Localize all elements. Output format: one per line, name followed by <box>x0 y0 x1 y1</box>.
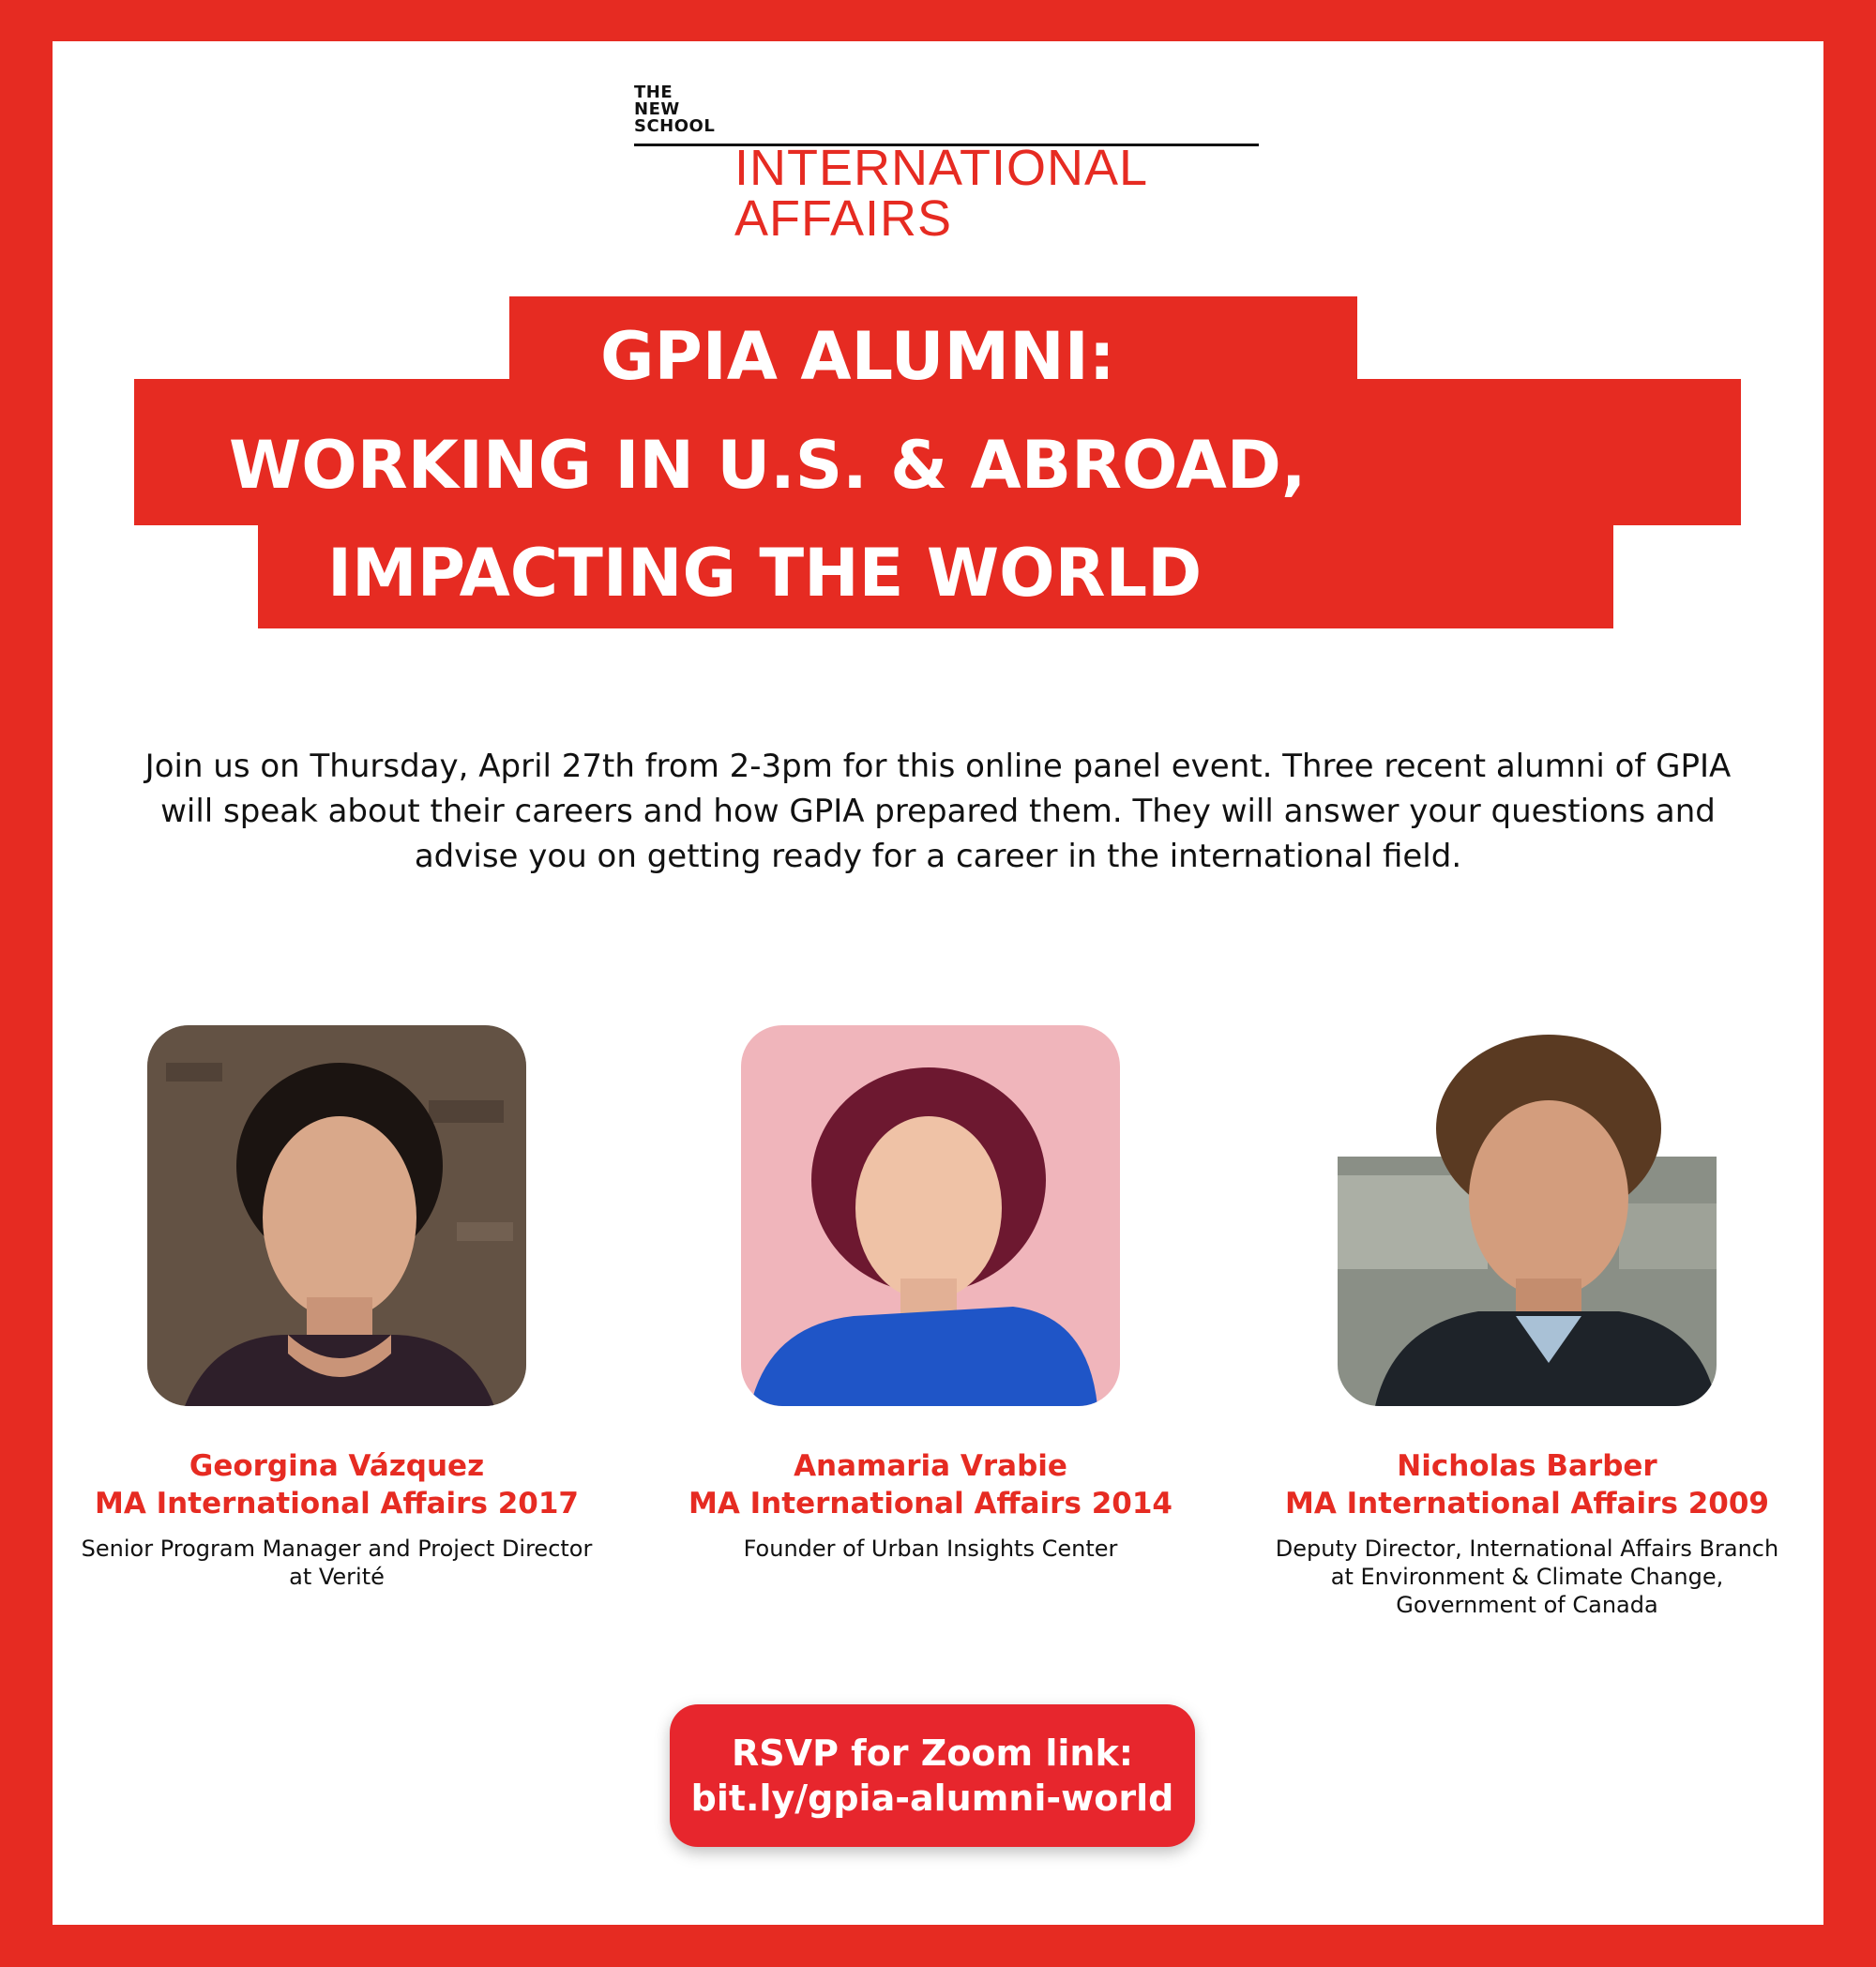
panelist-degree: MA International Affairs 2014 <box>688 1487 1172 1521</box>
panelist-photo-nicholas <box>1338 1025 1717 1406</box>
panelist-photo-anamaria <box>741 1025 1120 1406</box>
rsvp-link[interactable]: bit.ly/gpia-alumni-world <box>690 1778 1174 1819</box>
logo-small-line: THE <box>634 83 673 102</box>
panelist-degree: MA International Affairs 2009 <box>1285 1487 1769 1521</box>
panelist-name-nicholas <box>1246 1447 1808 1522</box>
logo-small-line: NEW <box>634 99 680 119</box>
logo-big-line: AFFAIRS <box>734 190 953 247</box>
title-line-2: WORKING IN U.S. & ABROAD, <box>229 427 1307 504</box>
flyer-panel <box>53 41 1823 1925</box>
panelist-name-georgina <box>55 1447 618 1522</box>
panelist-photo-georgina <box>147 1025 526 1406</box>
panelist-name-anamaria <box>649 1447 1212 1522</box>
logo-international-affairs <box>734 140 1149 247</box>
logo-the-new-school <box>634 84 715 135</box>
panelist-name: Nicholas Barber <box>1397 1449 1657 1483</box>
panelist-name: Anamaria Vrabie <box>794 1449 1067 1483</box>
panelist-role: Senior Program Manager and Project Director at Verité <box>81 1536 593 1590</box>
rsvp-label: RSVP for Zoom link: <box>732 1732 1133 1774</box>
title-line-3: IMPACTING THE WORLD <box>327 535 1203 612</box>
panelist-name: Georgina Vázquez <box>189 1449 485 1483</box>
panelist-role: Founder of Urban Insights Center <box>743 1536 1118 1562</box>
title-line-1: GPIA ALUMNI: <box>600 318 1115 395</box>
panelist-role: Deputy Director, International Affairs Branch at Environment & Climate Change, Government of Canada <box>1275 1536 1779 1618</box>
logo-small-line: SCHOOL <box>634 116 716 136</box>
rsvp-button[interactable] <box>670 1704 1195 1847</box>
event-description: Join us on Thursday, April 27th from 2-3pm for this online panel event. Three recent alumni of GPIA will speak about their careers and how GPIA prepared them. They will answer your questions and advise you on getting ready for a career in the international field. <box>144 748 1732 875</box>
logo-big-line: INTERNATIONAL <box>734 140 1149 196</box>
panelist-degree: MA International Affairs 2017 <box>95 1487 579 1521</box>
